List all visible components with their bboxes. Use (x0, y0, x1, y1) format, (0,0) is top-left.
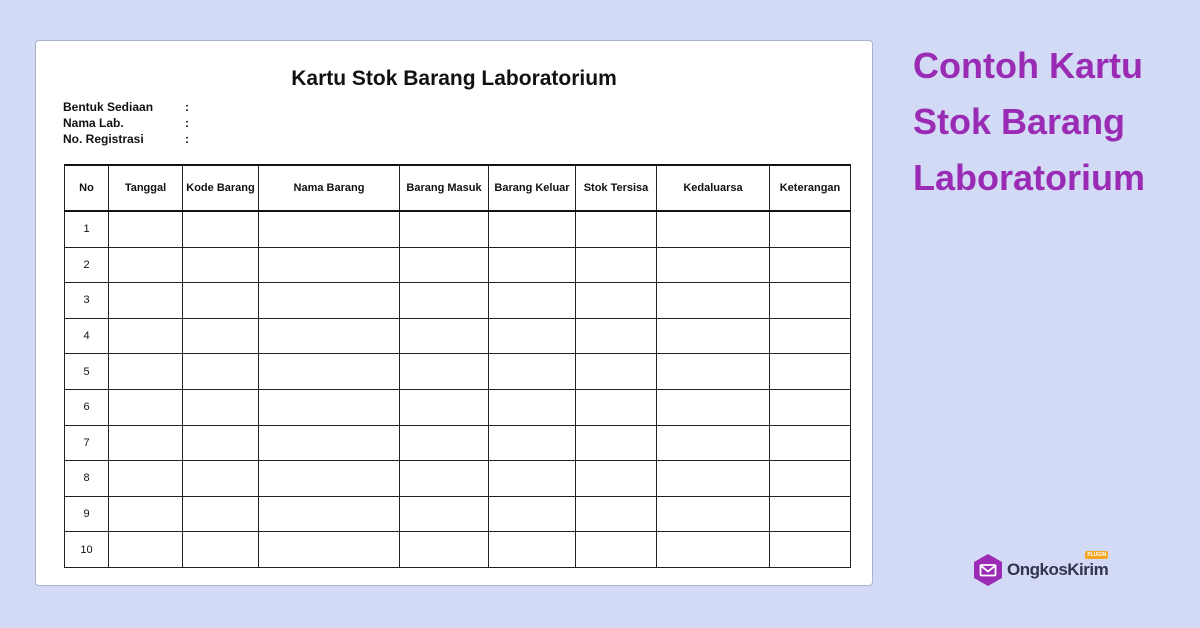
cell-barang-masuk (400, 389, 489, 425)
field-colon: : (185, 116, 189, 130)
cell-nama-barang (259, 354, 400, 390)
headline-line: Contoh Kartu (913, 45, 1143, 86)
cell-kode-barang (183, 247, 259, 283)
cell-stok-tersisa (576, 532, 657, 568)
cell-tanggal (109, 283, 183, 319)
cell-nama-barang (259, 425, 400, 461)
cell-keterangan (770, 461, 851, 497)
cell-barang-masuk (400, 354, 489, 390)
cell-barang-masuk (400, 461, 489, 497)
cell-keterangan (770, 496, 851, 532)
headline (913, 38, 1183, 206)
envelope-hexagon-icon (972, 553, 1004, 587)
table-row (65, 389, 851, 425)
cell-barang-masuk (400, 211, 489, 247)
cell-keterangan (770, 247, 851, 283)
table-row (65, 247, 851, 283)
cell-stok-tersisa (576, 389, 657, 425)
table-row (65, 461, 851, 497)
cell-stok-tersisa (576, 247, 657, 283)
cell-keterangan (770, 211, 851, 247)
cell-keterangan (770, 283, 851, 319)
table-row (65, 532, 851, 568)
cell-tanggal (109, 211, 183, 247)
field-label: No. Registrasi (63, 132, 144, 146)
cell-kode-barang (183, 496, 259, 532)
cell-kode-barang (183, 318, 259, 354)
cell-kedaluarsa (657, 247, 770, 283)
cell-barang-masuk (400, 247, 489, 283)
brand-name (1007, 552, 1109, 580)
stock-table (64, 164, 851, 568)
cell-stok-tersisa (576, 283, 657, 319)
cell-stok-tersisa (576, 425, 657, 461)
table-row (65, 425, 851, 461)
cell-stok-tersisa (576, 354, 657, 390)
headline-line: Stok Barang (913, 101, 1126, 142)
cell-barang-keluar (489, 318, 576, 354)
field-label: Nama Lab. (63, 116, 124, 130)
brand-name-text: OngkosKirim (1007, 560, 1109, 579)
field-colon: : (185, 132, 189, 146)
cell-nama-barang (259, 211, 400, 247)
cell-nama-barang (259, 532, 400, 568)
cell-nama-barang (259, 389, 400, 425)
column-header-kedaluarsa: Kedaluarsa (657, 165, 770, 211)
cell-barang-keluar (489, 496, 576, 532)
row-number: 10 (65, 532, 109, 568)
cell-barang-keluar (489, 354, 576, 390)
cell-tanggal (109, 389, 183, 425)
cell-kode-barang (183, 389, 259, 425)
column-header-tanggal: Tanggal (109, 165, 183, 211)
row-number: 6 (65, 389, 109, 425)
cell-stok-tersisa (576, 211, 657, 247)
cell-nama-barang (259, 283, 400, 319)
column-header-stok-tersisa: Stok Tersisa (576, 165, 657, 211)
cell-nama-barang (259, 496, 400, 532)
row-number: 4 (65, 318, 109, 354)
cell-kode-barang (183, 354, 259, 390)
table-row (65, 211, 851, 247)
cell-kedaluarsa (657, 318, 770, 354)
document-fields (63, 99, 195, 147)
row-number: 9 (65, 496, 109, 532)
field-bentuk-sediaan (63, 99, 195, 115)
cell-keterangan (770, 389, 851, 425)
cell-keterangan (770, 532, 851, 568)
cell-kedaluarsa (657, 532, 770, 568)
cell-kedaluarsa (657, 283, 770, 319)
headline-line: Laboratorium (913, 157, 1146, 198)
column-header-keterangan: Keterangan (770, 165, 851, 211)
cell-keterangan (770, 318, 851, 354)
cell-kode-barang (183, 283, 259, 319)
cell-keterangan (770, 425, 851, 461)
cell-tanggal (109, 318, 183, 354)
cell-barang-masuk (400, 425, 489, 461)
cell-kedaluarsa (657, 211, 770, 247)
table-row (65, 496, 851, 532)
column-header-no: No (65, 165, 109, 211)
cell-nama-barang (259, 247, 400, 283)
cell-barang-keluar (489, 461, 576, 497)
header-row (65, 165, 851, 211)
row-number: 3 (65, 283, 109, 319)
cell-barang-keluar (489, 283, 576, 319)
row-number: 1 (65, 211, 109, 247)
cell-kedaluarsa (657, 389, 770, 425)
cell-kedaluarsa (657, 461, 770, 497)
plugin-badge: PLUGIN (1087, 552, 1107, 558)
field-label: Bentuk Sediaan (63, 100, 154, 114)
cell-barang-keluar (489, 425, 576, 461)
column-header-barang-masuk: Barang Masuk (400, 165, 489, 211)
cell-barang-keluar (489, 247, 576, 283)
cell-tanggal (109, 247, 183, 283)
cell-stok-tersisa (576, 318, 657, 354)
table-row (65, 283, 851, 319)
row-number: 7 (65, 425, 109, 461)
brand-logo (972, 553, 1108, 587)
cell-tanggal (109, 461, 183, 497)
cell-kedaluarsa (657, 496, 770, 532)
row-number: 8 (65, 461, 109, 497)
stock-card-document (35, 40, 873, 586)
cell-barang-masuk (400, 283, 489, 319)
cell-kedaluarsa (657, 354, 770, 390)
cell-tanggal (109, 425, 183, 461)
cell-kode-barang (183, 425, 259, 461)
field-colon: : (185, 100, 189, 114)
cell-barang-keluar (489, 532, 576, 568)
column-header-nama-barang: Nama Barang (259, 165, 400, 211)
cell-tanggal (109, 354, 183, 390)
cell-barang-masuk (400, 318, 489, 354)
row-number: 2 (65, 247, 109, 283)
field-no-registrasi (63, 131, 195, 147)
cell-stok-tersisa (576, 496, 657, 532)
table-header (65, 165, 851, 211)
table-row (65, 354, 851, 390)
cell-kode-barang (183, 211, 259, 247)
cell-stok-tersisa (576, 461, 657, 497)
cell-kode-barang (183, 532, 259, 568)
field-nama-lab (63, 115, 195, 131)
cell-kedaluarsa (657, 425, 770, 461)
column-header-kode-barang: Kode Barang (183, 165, 259, 211)
cell-nama-barang (259, 318, 400, 354)
document-title: Kartu Stok Barang Laboratorium (291, 67, 617, 90)
cell-barang-keluar (489, 389, 576, 425)
table-body (65, 211, 851, 567)
cell-nama-barang (259, 461, 400, 497)
cell-kode-barang (183, 461, 259, 497)
column-header-barang-keluar: Barang Keluar (489, 165, 576, 211)
row-number: 5 (65, 354, 109, 390)
cell-tanggal (109, 532, 183, 568)
cell-barang-keluar (489, 211, 576, 247)
table-row (65, 318, 851, 354)
cell-tanggal (109, 496, 183, 532)
cell-keterangan (770, 354, 851, 390)
cell-barang-masuk (400, 532, 489, 568)
cell-barang-masuk (400, 496, 489, 532)
